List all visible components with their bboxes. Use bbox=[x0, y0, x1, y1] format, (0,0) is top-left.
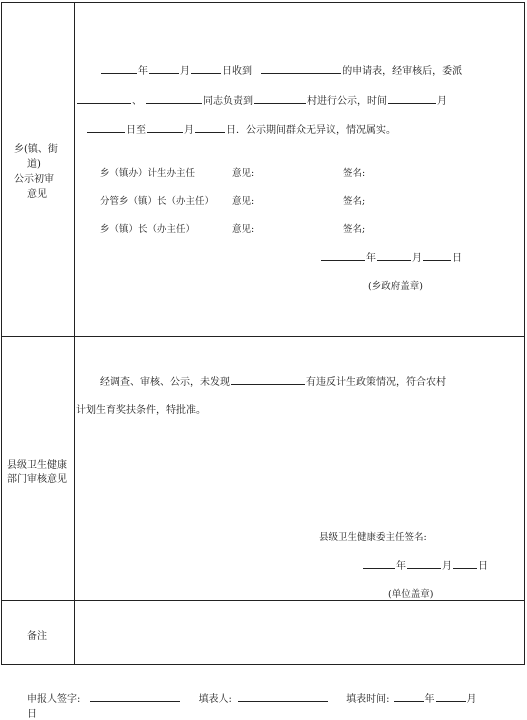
section1-day-blank[interactable] bbox=[423, 251, 451, 261]
section1-seal: (乡政府盖章) bbox=[368, 281, 423, 292]
year-label: 年 bbox=[138, 66, 148, 77]
section2-para-line-1 bbox=[100, 373, 446, 388]
fill-time-label: 填表时间: bbox=[346, 694, 390, 705]
village-blank[interactable] bbox=[254, 94, 306, 104]
section2-month-blank[interactable] bbox=[407, 559, 441, 569]
filler-blank[interactable] bbox=[238, 692, 328, 702]
applicant-sign-blank[interactable] bbox=[90, 692, 180, 702]
section1-title-line1: 乡(镇、街 bbox=[14, 144, 58, 155]
end-month-blank[interactable] bbox=[147, 123, 183, 133]
section1-title-line2: 道) bbox=[27, 159, 41, 170]
applicant-blank[interactable] bbox=[261, 64, 341, 74]
day-to-label: 日至 bbox=[126, 125, 146, 136]
sig-row-role-3: 乡（镇）长（办主任） bbox=[100, 224, 196, 235]
received-label: 日收到 bbox=[222, 66, 252, 77]
table-border-left bbox=[1, 2, 2, 664]
section2-month-label: 月 bbox=[442, 561, 452, 572]
director-sign-label[interactable]: 县级卫生健康委主任签名: bbox=[319, 532, 427, 543]
fill-month-blank[interactable] bbox=[436, 692, 466, 702]
sig-row-role-2: 分管乡（镇）长（办主任） bbox=[100, 196, 215, 207]
section1-month-label: 月 bbox=[412, 253, 422, 264]
village-label: 村进行公示，时间 bbox=[307, 96, 387, 107]
month2-label: 月 bbox=[437, 96, 447, 107]
section1-year-blank[interactable] bbox=[321, 251, 365, 261]
sig-row-opinion-3: 意见: bbox=[232, 224, 255, 235]
section2-day-label: 日 bbox=[478, 561, 488, 572]
footer-day-label: 日 bbox=[27, 709, 37, 720]
end-day-blank[interactable] bbox=[195, 123, 225, 133]
comrade2-blank[interactable] bbox=[146, 94, 202, 104]
row-divider-2 bbox=[1, 600, 525, 601]
table-column-divider bbox=[74, 2, 75, 664]
section2-title-line2: 部门审核意见 bbox=[7, 474, 67, 485]
para-line-2 bbox=[76, 92, 447, 107]
para-line-3 bbox=[86, 121, 396, 136]
month3-label: 月 bbox=[184, 125, 194, 136]
fill-month-label: 月 bbox=[466, 694, 477, 705]
section2-seal: (单位盖章) bbox=[388, 589, 434, 600]
fill-year-label: 年 bbox=[424, 694, 435, 705]
end-label: 日．公示期间群众无异议，情况属实。 bbox=[226, 125, 396, 136]
remarks-title: 备注 bbox=[27, 631, 47, 642]
sig-row-sign-2[interactable]: 签名; bbox=[343, 196, 366, 207]
row-divider-1 bbox=[1, 336, 525, 337]
section1-day-label: 日 bbox=[452, 253, 462, 264]
sig-row-sign-3[interactable]: 签名; bbox=[343, 224, 366, 235]
section1-title-line4: 意见 bbox=[27, 189, 47, 200]
sig-row-opinion-1: 意见: bbox=[232, 168, 255, 179]
violation-blank[interactable] bbox=[231, 375, 305, 385]
remarks-field[interactable] bbox=[76, 602, 523, 663]
para-line-1 bbox=[100, 62, 462, 77]
separator-label: 、 bbox=[132, 96, 142, 107]
month-label: 月 bbox=[180, 66, 190, 77]
month-blank[interactable] bbox=[149, 64, 179, 74]
section2-para-line-2: 计划生育奖扶条件，特批准。 bbox=[76, 405, 206, 416]
year-blank[interactable] bbox=[101, 64, 137, 74]
section2-date bbox=[362, 557, 488, 572]
section2-year-label: 年 bbox=[396, 561, 406, 572]
footer-row bbox=[27, 690, 477, 705]
section2-day-blank[interactable] bbox=[453, 559, 477, 569]
comrade-label: 同志负责到 bbox=[203, 96, 253, 107]
section2-para-start: 经调查、审核、公示，未发现 bbox=[100, 377, 230, 388]
table-border-top bbox=[1, 2, 525, 3]
sig-row-role-1: 乡（镇办）计生办主任 bbox=[100, 168, 196, 179]
time-blank[interactable] bbox=[388, 94, 436, 104]
sig-row-sign-1[interactable]: 签名: bbox=[343, 168, 366, 179]
comrade1-blank[interactable] bbox=[77, 94, 131, 104]
table-border-right bbox=[524, 2, 525, 664]
sig-row-opinion-2: 意见: bbox=[232, 196, 255, 207]
section2-title-line1: 县级卫生健康 bbox=[7, 460, 67, 471]
section2-year-blank[interactable] bbox=[363, 559, 395, 569]
applicant-sign-label: 申报人签字: bbox=[27, 694, 81, 705]
section1-date bbox=[320, 249, 462, 264]
day-blank[interactable] bbox=[191, 64, 221, 74]
fill-year-blank[interactable] bbox=[394, 692, 424, 702]
filler-label: 填表人: bbox=[198, 694, 232, 705]
section2-para-rest: 有违反计生政策情况，符合农村 bbox=[306, 377, 446, 388]
section1-year-label: 年 bbox=[366, 253, 376, 264]
table-border-bottom bbox=[1, 664, 525, 665]
section1-month-blank[interactable] bbox=[377, 251, 411, 261]
application-label: 的申请表，经审核后，委派 bbox=[342, 66, 463, 77]
start-day-blank[interactable] bbox=[87, 123, 125, 133]
section1-title-line3: 公示初审 bbox=[14, 174, 54, 185]
